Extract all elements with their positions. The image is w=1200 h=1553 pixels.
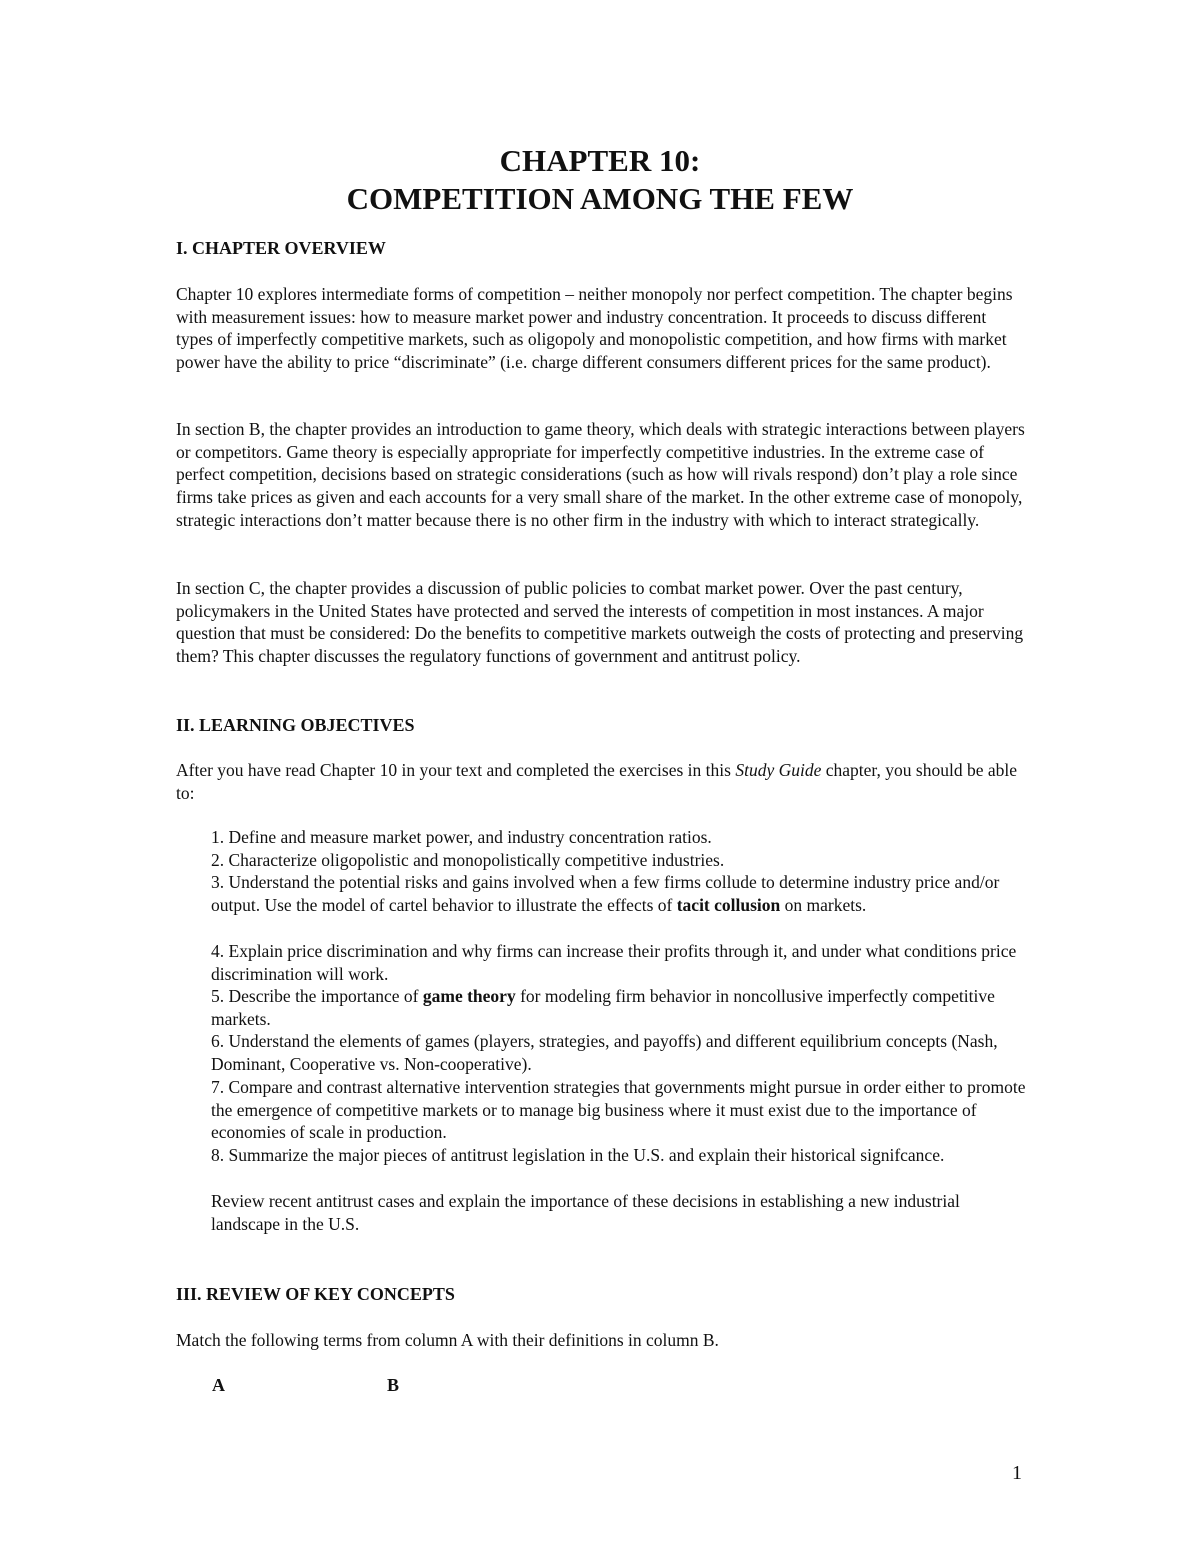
section-heading-overview: I. CHAPTER OVERVIEW — [176, 238, 386, 258]
column-b-heading: B — [387, 1375, 400, 1395]
overview-paragraph-1: Chapter 10 explores intermediate forms of competition – neither monopoly nor perfect competition. The chapter begins with measurement issues: how to measure market power and industry concentration. It proceeds to discuss different types of imperfectly competitive markets, such as oligopoly and monopolistic competition, and how firms with market power have the ability to price “discriminate” (i.e. charge different consumers different prices for the same product). — [176, 284, 1013, 373]
overview-paragraph-2: In section B, the chapter provides an introduction to game theory, which deals with strategic interactions between players or competitors. Game theory is especially appropriate for imperfectly competitive industries. In the extreme case of perfect competition, decisions based on strategic considerations (such as how will rivals respond) don’t play a role since firms take prices as given and each accounts for a very small share of the market. In the other extreme case of monopoly, strategic interactions don’t matter because there is no other firm in the industry with which to interact strategically. — [176, 419, 1025, 530]
objectives-intro-text: After you have read Chapter 10 in your text and completed the exercises in this — [176, 760, 736, 780]
chapter-title: COMPETITION AMONG THE FEW — [346, 181, 854, 216]
objectives-intro — [176, 759, 1026, 804]
page-number: 1 — [1012, 1462, 1022, 1484]
objective-2: 2. Characterize oligopolistic and monopolistically competitive industries. — [211, 850, 725, 870]
matching-instruction: Match the following terms from column A with their definitions in column B. — [176, 1330, 719, 1350]
objective-3-text-end: on markets. — [780, 894, 867, 915]
objective-1: 1. Define and measure market power, and industry concentration ratios. — [211, 827, 712, 847]
objective-4: 4. Explain price discrimination and why firms can increase their profits through it, and under what conditions price discrimination will work. — [211, 941, 1017, 984]
chapter-number: CHAPTER 10: — [499, 143, 701, 178]
overview-paragraph-3: In section C, the chapter provides a discussion of public policies to combat market power. Over the past century, policymakers in the United States have protected and served the interests of competition in most instances. A major question that must be considered: Do the benefits to competitive markets outweigh the costs of protecting and preserving them? This chapter discusses the regulatory functions of government and antitrust policy. — [176, 578, 1024, 667]
tacit-collusion-term: tacit collusion — [676, 894, 781, 915]
objective-5-text-end: for modeling firm behavior in noncollusive imperfectly competitive markets. — [211, 986, 995, 1029]
objectives-intro-text-end: chapter, you should be able to: — [176, 760, 1018, 803]
objective-6: 6. Understand the elements of games (players, strategies, and payoffs) and different equilibrium concepts (Nash, Dominant, Cooperative vs. Non-cooperative). — [211, 1031, 998, 1074]
study-guide-title: Study Guide — [735, 760, 822, 780]
game-theory-term: game theory — [422, 986, 516, 1006]
objective-3-text: 3. Understand the potential risks and gains involved when a few firms collude to determine industry price and/or output. Use the model of cartel behavior to illustrate the effects of — [211, 872, 1000, 915]
objective-5-text: 5. Describe the importance of — [211, 986, 423, 1006]
objective-3 — [211, 871, 1026, 916]
objective-9: Review recent antitrust cases and explain the importance of these decisions in establishing a new industrial landscape in the U.S. — [211, 1191, 960, 1234]
objective-8: 8. Summarize the major pieces of antitrust legislation in the U.S. and explain their historical signifcance. — [211, 1145, 945, 1165]
column-a-heading: A — [212, 1375, 225, 1395]
objective-7: 7. Compare and contrast alternative intervention strategies that governments might pursue in order either to promote the emergence of competitive markets or to manage big business where it must exist due to the importance of economies of scale in production. — [211, 1077, 1026, 1143]
objective-5 — [211, 985, 1026, 1030]
section-heading-key-concepts: III. REVIEW OF KEY CONCEPTS — [176, 1284, 455, 1304]
section-heading-objectives: II. LEARNING OBJECTIVES — [176, 715, 415, 735]
